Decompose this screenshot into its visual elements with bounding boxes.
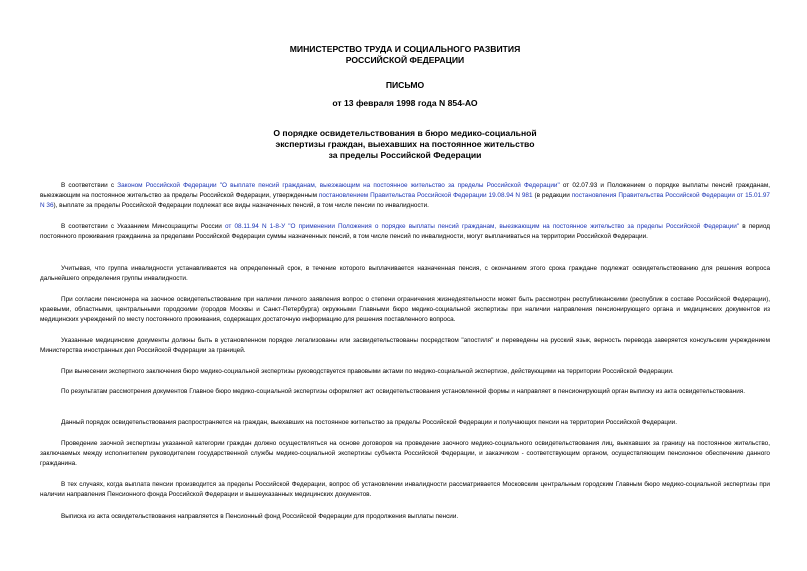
resolution-981-link[interactable]: постановлением Правительства Российской Федерации 19.08.94 N 981 — [318, 192, 533, 200]
paragraph-6: При вынесении экспертного заключения бюро медико-социальной экспертизы руководствуется правовыми актами по медико-социальной экспертизе, действующими на территории Российской Федерации. — [61, 368, 674, 375]
paragraph-8: Данный порядок освидетельствования распространяется на граждан, выехавших на постоянное жительство за пределы Российской Федерации и получающих пенсии на территории Российской Федерации. — [61, 419, 677, 426]
document-date-number: от 13 февраля 1998 года N 854-АО — [332, 98, 478, 108]
paragraph-5: Указанные медицинские документы должны быть в установленном порядке легализованы или засвидетельствованы посредством "апостиля" и переведены на русский язык, верность перевода заверяется консульским учреждением Министерства иностранных дел Российской Федерации за границей. — [40, 337, 770, 355]
instruction-link[interactable]: от 08.11.94 N 1-8-У "О применении Положения о порядке выплаты пенсий гражданам, выезжающим на постоянное жительство за пределы Российской Федерации" — [224, 223, 740, 230]
paragraph-1-text-b: от 02.07.93 и Положением о порядке выплаты пенсий гражданам, выезжающим на постоянное жительство за пределы Российской Федерации, утвержденным — [40, 182, 770, 200]
paragraph-1-text-c: (в редакции — [532, 192, 572, 200]
paragraph-4: При согласии пенсионера на заочное освидетельствование при наличии личного заявления вопрос о степени ограничения жизнедеятельности может быть рассмотрен республиканскими (республик в составе Российской Федерации), краевыми, областными, центральными городскими (городов Москвы и Санкт-Петербурга) окружными Главными бюро медико-социальной экспертизы при наличии направления пенсионирующего органа и медицинских документов из медицинских учреждений по месту постоянного проживания, содержащих достаточную информацию для решения поставленного вопроса. — [40, 296, 770, 324]
paragraph-1-text-a: В соответствии с — [61, 182, 118, 189]
paragraph-1-text-d: ), выплате за пределы Российской Федерации подлежат все виды назначенных пенсий, в том числе пенсии по инвалидности. — [53, 202, 429, 210]
paragraph-3: Учитывая, что группа инвалидности устанавливается на определенный срок, в течение которого выплачивается назначенная пенсия, с окончанием этого срока граждане подлежат освидетельствованию для решения вопроса дальнейшего определения группы инвалидности. — [40, 265, 770, 283]
document-subject — [40, 128, 770, 161]
paragraph-9: Проведение заочной экспертизы указанной категории граждан должно осуществляться на основе договоров на проведение заочного медико-социального освидетельствования лиц, выехавших за границу на постоянное жительство, заключаемых между исполнителем руководителем государственной службы медико-социальной экспертизы субъекта Российской Федерации, и заказчиком - соответствующим органом, осуществляющим пенсионное обеспечение данного гражданина. — [40, 440, 770, 468]
paragraph-7: По результатам рассмотрения документов Главное бюро медико-социальной экспертизы оформляет акт освидетельствования установленной формы и направляет в пенсионирующий орган выписку из акта освидетельствования. — [61, 388, 745, 395]
ministry-heading — [40, 44, 770, 66]
subject-line-1: О порядке освидетельствования в бюро медико-социальной — [273, 128, 537, 138]
ministry-line-1: МИНИСТЕРСТВО ТРУДА И СОЦИАЛЬНОГО РАЗВИТИЯ — [289, 44, 521, 54]
paragraph-10: В тех случаях, когда выплата пенсии производится за пределы Российской Федерации, вопрос об установлении инвалидности рассматривается Московским центральным городским Главным бюро медико-социальной экспертизы при наличии направления Пенсионного фонда Российской Федерации и вышеуказанных медицинских документов. — [40, 481, 770, 499]
ministry-line-2: РОССИЙСКОЙ ФЕДЕРАЦИИ — [345, 55, 465, 65]
paragraph-2-text-a: В соответствии с Указанием Минсоцзащиты России — [61, 223, 225, 230]
subject-line-3: за пределы Российской Федерации — [328, 150, 482, 160]
resolution-36-link[interactable]: постановления Правительства Российской Федерации от 15.01.97 N 36 — [40, 192, 770, 210]
law-link[interactable]: Законом Российской Федерации "О выплате пенсий гражданам, выезжающим на постоянное жительство за пределы Российской Федерации" — [117, 182, 560, 189]
paragraph-11: Выписка из акта освидетельствования направляется в Пенсионный фонд Российской Федерации для продолжения выплаты пенсии. — [61, 513, 459, 520]
subject-line-2: экспертизы граждан, выехавших на постоянное жительство — [275, 139, 535, 149]
paragraph-2-text-b: в период постоянного проживания гражданина за пределами Российской Федерации суммы назначенных пенсий, в том числе пенсий по инвалидности, могут выплачиваться на территории Российской Федерации. — [40, 223, 770, 241]
paragraph-1 — [40, 181, 770, 212]
paragraph-2 — [40, 222, 770, 242]
document-type: ПИСЬМО — [385, 80, 425, 90]
